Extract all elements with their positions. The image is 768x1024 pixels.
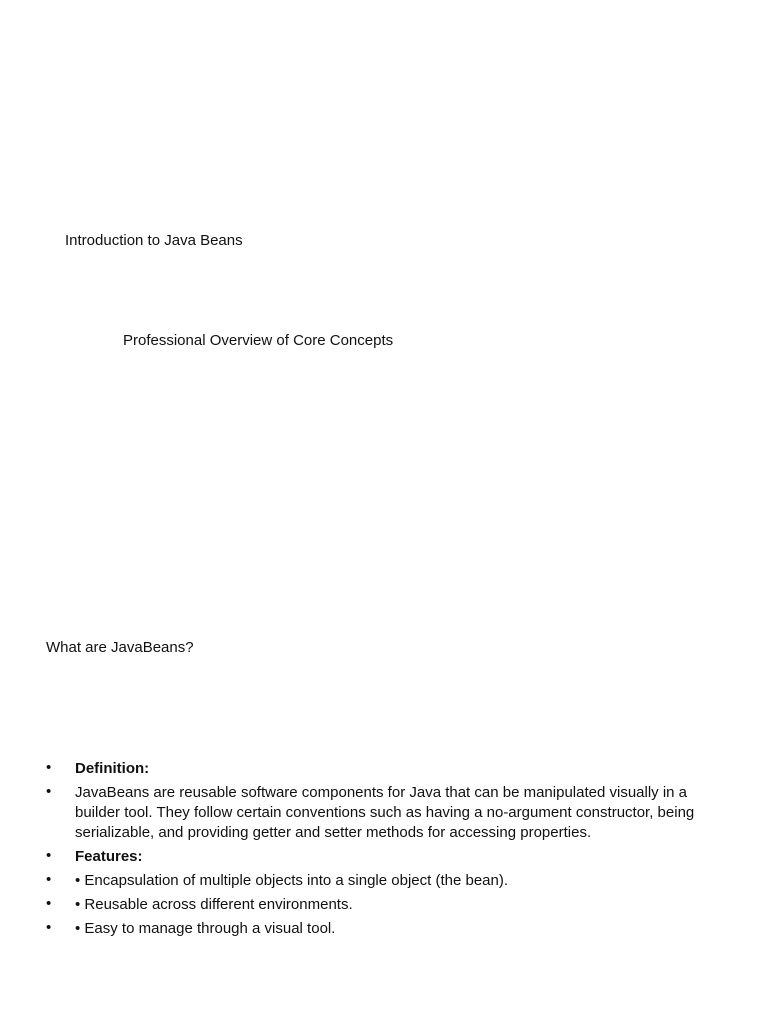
bullet-item-features-heading <box>46 847 736 867</box>
document-subtitle: Professional Overview of Core Concepts <box>123 332 394 349</box>
document-title: Introduction to Java Beans <box>65 232 243 249</box>
bullet-item-feature-reusable <box>46 895 736 915</box>
bullet-text: JavaBeans are reusable software components for Java that can be manipulated visually in a builder tool. They follow certain conventions such as having a no-argument constructor, being serializable, and providing getter and setter methods for accessing properties. <box>75 784 695 841</box>
bullet-item-feature-visual-tool <box>46 919 736 939</box>
bullet-text: • Encapsulation of multiple objects into a single object (the bean). <box>75 872 509 889</box>
bullet-item-definition <box>46 783 736 843</box>
bullet-list <box>46 759 736 943</box>
bullet-marker: • <box>46 895 52 912</box>
bullet-item-feature-encapsulation <box>46 871 736 891</box>
bullet-marker: • <box>46 783 52 800</box>
bullet-item-definition-heading <box>46 759 736 779</box>
section-heading: What are JavaBeans? <box>46 639 194 656</box>
bullet-marker: • <box>46 919 52 936</box>
bullet-marker: • <box>46 871 52 888</box>
bullet-marker: • <box>46 847 52 864</box>
bullet-text: Definition: <box>75 760 150 777</box>
bullet-marker: • <box>46 759 52 776</box>
bullet-text: Features: <box>75 848 143 865</box>
bullet-text: • Easy to manage through a visual tool. <box>75 920 336 937</box>
bullet-text: • Reusable across different environments. <box>75 896 353 913</box>
